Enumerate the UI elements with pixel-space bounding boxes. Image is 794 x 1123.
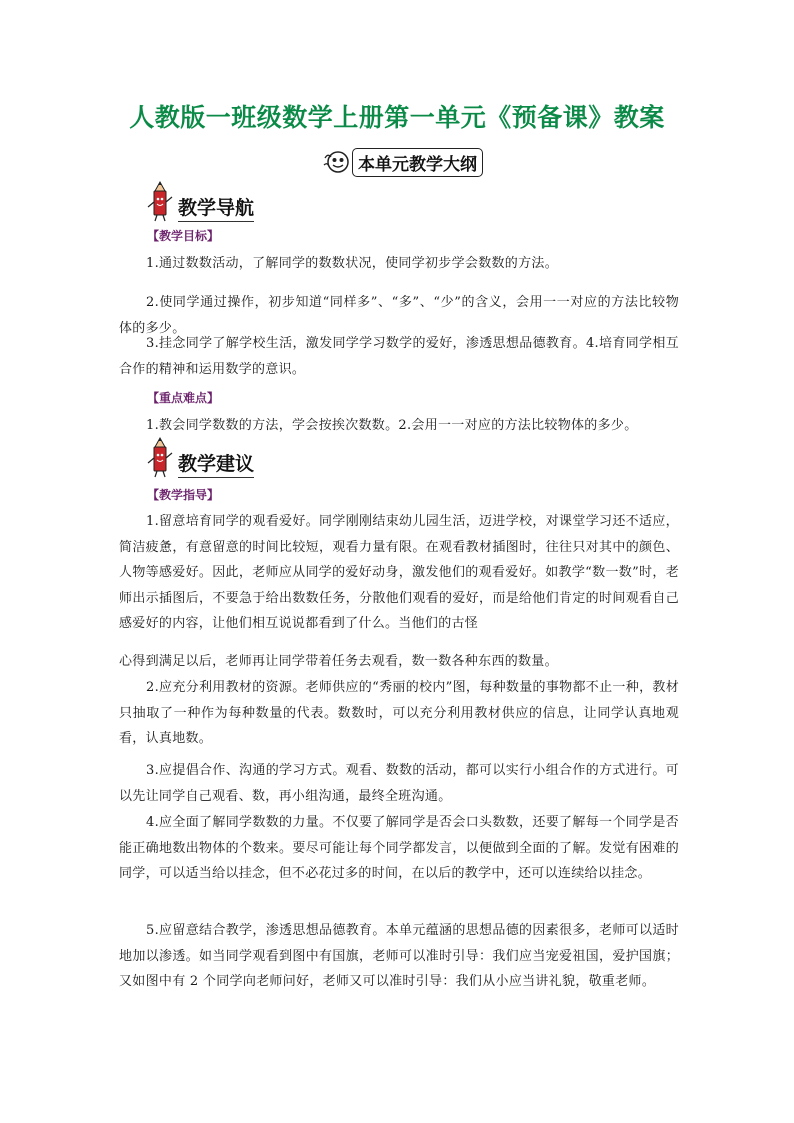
document-title: 人教版一班级数学上册第一单元《预备课》教案	[129, 103, 665, 132]
tag-teaching-guidance: 【教学指导】	[147, 488, 220, 502]
goal-paragraph-2: 2.使同学通过操作，初步知道“同样多”、“多”、“少”的含义，会用一一对应的方法比较物体的多少。	[119, 295, 679, 336]
guidance-paragraph-1-tail: 心得到满足以后，老师再让同学带着任务去观看，数一数各种东西的数量。	[119, 654, 558, 669]
cartoon-face-icon	[322, 149, 350, 175]
guidance-paragraph-1: 1.留意培育同学的观看爱好。同学刚刚结束幼儿园生活，迈进学校，对课堂学习还不适应，简洁疲惫，有意留意的时间比较短，观看力量有限。在观看教材插图时，往往只对其中的颜色、人物等感爱好。因此，老师应从同学的爱好动身，激发他们的观看爱好。如教学“数一数”时，老师出示插图后，不要急于给出数数任务，分散他们观看的爱好，而是给他们肯定的时间观看自己感爱好的内容，让他们相互说说都看到了什么。当他们的古怪	[119, 514, 679, 631]
tag-teaching-goals: 【教学目标】	[147, 229, 220, 243]
goal-paragraph-3: 3.挂念同学了解学校生活，激发同学学习数学的爱好，渗透思想品德教育。4.培育同学相互合作的精神和运用数学的意识。	[119, 336, 679, 377]
key-paragraph-1: 1.教会同学数数的方法，学会按挨次数数。2.会用一一对应的方法比较物体的多少。	[146, 418, 638, 433]
pencil-mascot-icon	[144, 180, 176, 222]
goal-paragraph-1: 1.通过数数活动，了解同学的数数状况，使同学初步学会数数的方法。	[146, 256, 559, 271]
pencil-mascot-icon	[144, 436, 176, 478]
unit-outline-label: 本单元教学大纲	[352, 148, 483, 177]
guidance-paragraph-5: 5.应留意结合教学，渗透思想品德教育。本单元蕴涵的思想品德的因素很多，老师可以适时地加以渗透。如当同学观看到图中有国旗，老师可以准时引导：我们应当宠爱祖国，爱护国旗；又如图中有 2 个同学向老师问好，老师又可以准时引导：我们从小应当讲礼貌，敬重老师。	[119, 923, 679, 989]
section-teaching-advice	[144, 436, 254, 478]
unit-outline-header	[322, 147, 483, 177]
guidance-paragraph-2: 2.应充分利用教材的资源。老师供应的“秀丽的校内”图，每种数量的事物都不止一种，教材只抽取了一种作为每种数量的代表。数数时，可以充分利用教材供应的信息，让同学认真地观看，认真地数。	[119, 680, 679, 746]
guidance-paragraph-3: 3.应提倡合作、沟通的学习方式。观看、数数的活动，都可以实行小组合作的方式进行。可以先让同学自己观看、数，再小组沟通，最终全班沟通。	[119, 763, 679, 804]
guidance-paragraph-4: 4.应全面了解同学数数的力量。不仅要了解同学是否会口头数数，还要了解每一个同学是否能正确地数出物体的个数来。要尽可能让每个同学都发言，以便做到全面的了解。发觉有困难的同学，可以适当给以挂念，但不必花过多的时间，在以后的教学中，还可以连续给以挂念。	[119, 815, 679, 881]
section-title: 教学导航	[178, 196, 254, 222]
section-title: 教学建议	[178, 452, 254, 478]
tag-key-points: 【重点难点】	[147, 391, 220, 405]
section-teaching-nav	[144, 180, 254, 222]
